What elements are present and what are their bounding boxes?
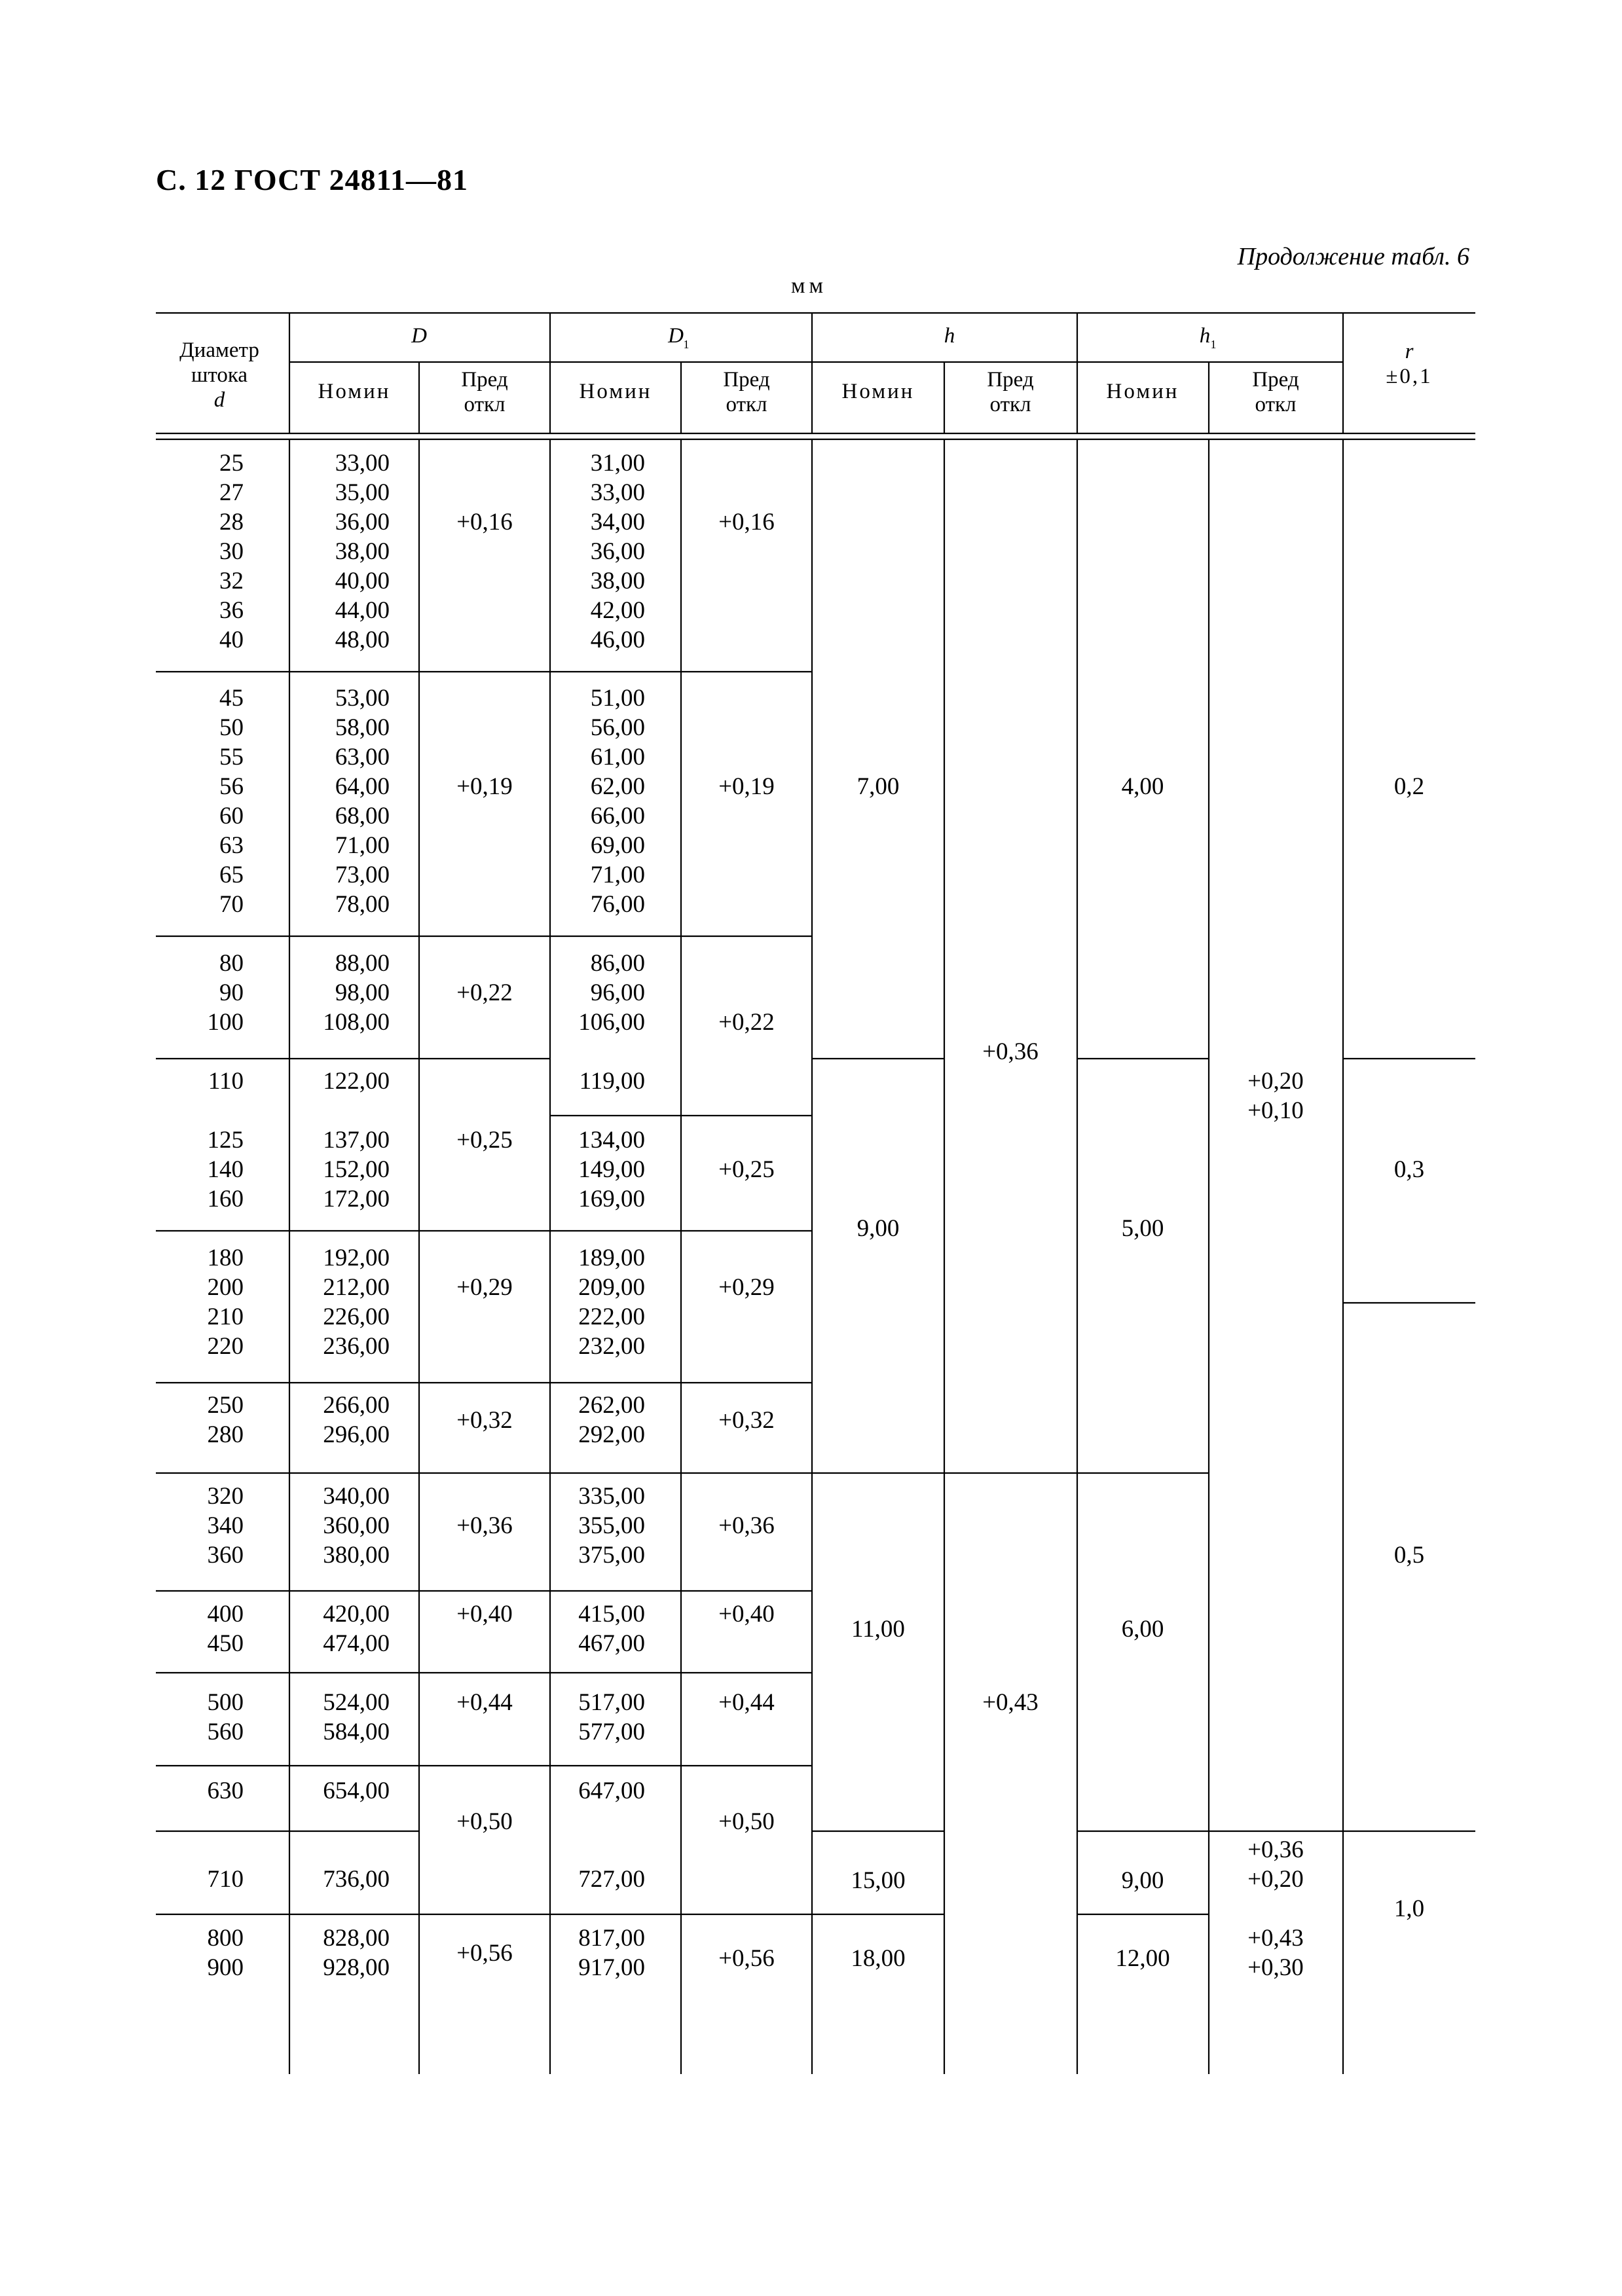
cell-D-nom: 53,00 [335, 685, 390, 712]
cell-D-nom: 172,00 [323, 1186, 390, 1212]
header-D1-sub: 1 [683, 338, 690, 351]
cell-d: 56 [219, 773, 244, 800]
header-D-pred: Пред [461, 368, 508, 392]
cell-d: 80 [219, 950, 244, 977]
cell-h-nom: 18,00 [851, 1945, 906, 1972]
cell-D1-nom: 415,00 [578, 1601, 645, 1628]
cell-D-nom: 654,00 [323, 1777, 390, 1804]
column-h-tol [982, 1038, 1039, 1716]
header-h1: h [1199, 324, 1211, 348]
cell-D1-nom: 262,00 [578, 1392, 645, 1419]
cell-D-nom: 420,00 [323, 1601, 390, 1628]
cell-d: 160 [207, 1186, 244, 1212]
cell-d: 40 [219, 627, 244, 653]
header-D1-otkl: откл [726, 393, 767, 416]
cell-D-tol: +0,25 [456, 1127, 513, 1154]
cell-D1-tol: +0,22 [718, 1009, 775, 1036]
cell-D-tol: +0,16 [456, 509, 513, 536]
cell-D-nom: 64,00 [335, 773, 390, 800]
header-d-line3: d [213, 388, 225, 412]
cell-D-nom: 828,00 [323, 1925, 390, 1952]
cell-D-nom: 122,00 [323, 1068, 390, 1095]
cell-D1-tol: +0,25 [718, 1156, 775, 1183]
cell-d: 70 [219, 891, 244, 918]
cell-D-nom: 58,00 [335, 714, 390, 741]
cell-D-nom: 68,00 [335, 803, 390, 829]
cell-D-tol: +0,50 [456, 1808, 513, 1835]
cell-D-nom: 137,00 [323, 1127, 390, 1154]
column-D-nom [323, 450, 390, 1981]
header-h1-pred: Пред [1252, 368, 1299, 392]
column-D-tol [456, 509, 513, 1967]
cell-d: 65 [219, 862, 244, 888]
cell-D1-nom: 647,00 [578, 1777, 645, 1804]
cell-D1-nom: 335,00 [578, 1483, 645, 1510]
cell-h1-nom: 9,00 [1121, 1867, 1164, 1894]
cell-d: 320 [207, 1483, 244, 1510]
cell-D1-nom: 76,00 [590, 891, 645, 918]
cell-d: 210 [207, 1303, 244, 1330]
cell-h1-nom: 12,00 [1115, 1945, 1170, 1972]
cell-D-nom: 78,00 [335, 891, 390, 918]
cell-d: 200 [207, 1274, 244, 1301]
cell-d: 250 [207, 1392, 244, 1419]
cell-D-nom: 584,00 [323, 1719, 390, 1745]
column-d [208, 450, 244, 1981]
header-r: r [1405, 340, 1414, 363]
cell-d: 90 [219, 979, 244, 1006]
cell-D-nom: 928,00 [323, 1954, 390, 1981]
column-h1-tol [1247, 1068, 1304, 1981]
cell-D-nom: 44,00 [335, 597, 390, 624]
header-h-nom: Номин [841, 380, 915, 403]
cell-d: 900 [207, 1954, 244, 1981]
cell-D1-nom: 917,00 [578, 1954, 645, 1981]
cell-D-nom: 266,00 [323, 1392, 390, 1419]
cell-h1-tol: +0,20 [1247, 1068, 1304, 1095]
header-h: h [944, 324, 955, 348]
cell-D1-nom: 62,00 [590, 773, 645, 800]
cell-D1-nom: 66,00 [590, 803, 645, 829]
cell-D1-nom: 467,00 [578, 1630, 645, 1657]
cell-D-nom: 108,00 [323, 1009, 390, 1036]
cell-D1-nom: 209,00 [578, 1274, 645, 1301]
cell-D1-nom: 61,00 [590, 744, 645, 771]
cell-d: 60 [219, 803, 244, 829]
cell-D1-tol: +0,44 [718, 1689, 775, 1716]
cell-d: 450 [207, 1630, 244, 1657]
cell-D-nom: 524,00 [323, 1689, 390, 1716]
cell-D1-nom: 817,00 [578, 1925, 645, 1952]
cell-D1-tol: +0,16 [718, 509, 775, 536]
cell-D1-nom: 34,00 [590, 509, 645, 536]
cell-D-nom: 98,00 [335, 979, 390, 1006]
cell-h1-nom: 6,00 [1121, 1616, 1164, 1643]
column-D1-tol [718, 509, 775, 1972]
cell-D1-nom: 42,00 [590, 597, 645, 624]
column-D1-nom [578, 450, 645, 1981]
cell-d: 180 [207, 1245, 244, 1271]
cell-D-nom: 33,00 [335, 450, 390, 477]
cell-D1-nom: 86,00 [590, 950, 645, 977]
cell-d: 220 [207, 1333, 244, 1360]
header-h-otkl: откл [989, 393, 1031, 416]
cell-D-nom: 152,00 [323, 1156, 390, 1183]
cell-D1-tol: +0,19 [718, 773, 775, 800]
header-D-nom: Номин [318, 380, 391, 403]
cell-h-nom: 11,00 [851, 1616, 905, 1643]
cell-d: 800 [207, 1925, 244, 1952]
cell-d: 340 [207, 1512, 244, 1539]
cell-D1-nom: 51,00 [590, 685, 645, 712]
cell-r: 0,3 [1393, 1156, 1425, 1183]
cell-h1-tol: +0,10 [1247, 1097, 1304, 1124]
cell-h-tol: +0,36 [982, 1038, 1039, 1065]
column-h-nom [851, 773, 905, 1972]
header-D: D [411, 324, 427, 348]
cell-d: 30 [219, 538, 244, 565]
cell-D-nom: 360,00 [323, 1512, 390, 1539]
cell-r: 0,5 [1393, 1542, 1425, 1569]
cell-D1-nom: 33,00 [590, 479, 645, 506]
header-D1: D [668, 324, 684, 348]
cell-d: 125 [207, 1127, 244, 1154]
cell-d: 25 [219, 450, 244, 477]
cell-D1-nom: 71,00 [590, 862, 645, 888]
header-d-line2: штока [191, 363, 248, 387]
cell-D-nom: 71,00 [335, 832, 390, 859]
cell-D-nom: 212,00 [323, 1274, 390, 1301]
header-D-otkl: откл [464, 393, 506, 416]
cell-D-tol: +0,44 [456, 1689, 513, 1716]
cell-h-tol: +0,43 [982, 1689, 1039, 1716]
header-h-pred: Пред [987, 368, 1034, 392]
cell-D1-nom: 69,00 [590, 832, 645, 859]
cell-D-nom: 36,00 [335, 509, 390, 536]
header-r-tol: ±0,1 [1386, 365, 1433, 388]
header-d-line1: Диаметр [179, 338, 259, 362]
cell-h1-tol: +0,20 [1247, 1866, 1304, 1893]
cell-h-nom: 9,00 [857, 1215, 900, 1242]
cell-d: 55 [219, 744, 244, 771]
cell-d: 400 [207, 1601, 244, 1628]
cell-D-nom: 296,00 [323, 1421, 390, 1448]
cell-d: 27 [219, 479, 244, 506]
cell-D-tol: +0,19 [456, 773, 513, 800]
cell-D1-nom: 375,00 [578, 1542, 645, 1569]
cell-D1-nom: 169,00 [578, 1186, 645, 1212]
cell-D1-nom: 134,00 [578, 1127, 645, 1154]
cell-D1-nom: 149,00 [578, 1156, 645, 1183]
cell-D-tol: +0,32 [456, 1407, 513, 1434]
cell-D-nom: 88,00 [335, 950, 390, 977]
cell-D1-nom: 577,00 [578, 1719, 645, 1745]
cell-D-nom: 380,00 [323, 1542, 390, 1569]
header-h1-sub: 1 [1210, 338, 1217, 351]
cell-D1-nom: 96,00 [590, 979, 645, 1006]
cell-D-nom: 736,00 [323, 1866, 390, 1893]
cell-D-tol: +0,56 [456, 1940, 513, 1967]
cell-h1-tol: +0,43 [1247, 1925, 1304, 1952]
cell-h1-tol: +0,36 [1247, 1836, 1304, 1863]
cell-D1-tol: +0,56 [718, 1945, 775, 1972]
cell-D1-tol: +0,50 [718, 1808, 775, 1835]
cell-D-nom: 35,00 [335, 479, 390, 506]
cell-D1-nom: 56,00 [590, 714, 645, 741]
cell-D1-nom: 106,00 [578, 1009, 645, 1036]
cell-r: 0,2 [1393, 773, 1425, 800]
page-header: С. 12 ГОСТ 24811—81 [156, 163, 469, 196]
cell-h-nom: 7,00 [857, 773, 900, 800]
cell-D1-nom: 222,00 [578, 1303, 645, 1330]
header-D1-nom: Номин [579, 380, 652, 403]
cell-d: 140 [207, 1156, 244, 1183]
cell-D1-tol: +0,29 [718, 1274, 775, 1301]
cell-d: 32 [219, 568, 244, 594]
cell-d: 500 [207, 1689, 244, 1716]
cell-D1-tol: +0,32 [718, 1407, 775, 1434]
cell-D-nom: 192,00 [323, 1245, 390, 1271]
cell-D-nom: 73,00 [335, 862, 390, 888]
cell-d: 36 [219, 597, 244, 624]
cell-h1-tol: +0,30 [1247, 1954, 1304, 1981]
cell-d: 100 [207, 1009, 244, 1036]
column-r [1394, 773, 1424, 1922]
cell-h1-nom: 5,00 [1121, 1215, 1164, 1242]
cell-D-nom: 474,00 [323, 1630, 390, 1657]
cell-D-nom: 226,00 [323, 1303, 390, 1330]
cell-d: 630 [207, 1777, 244, 1804]
cell-D1-nom: 727,00 [578, 1866, 645, 1893]
header-h1-otkl: откл [1255, 393, 1297, 416]
cell-d: 28 [219, 509, 244, 536]
cell-D-nom: 40,00 [335, 568, 390, 594]
header-D1-pred: Пред [723, 368, 770, 392]
cell-d: 710 [207, 1866, 244, 1893]
column-h1-nom [1115, 773, 1170, 1972]
cell-D-nom: 48,00 [335, 627, 390, 653]
cell-h1-nom: 4,00 [1121, 773, 1164, 800]
cell-D-nom: 38,00 [335, 538, 390, 565]
cell-D-nom: 63,00 [335, 744, 390, 771]
table-caption: Продолжение табл. 6 [1237, 243, 1469, 270]
cell-d: 50 [219, 714, 244, 741]
cell-D1-nom: 119,00 [579, 1068, 645, 1095]
cell-D1-nom: 232,00 [578, 1333, 645, 1360]
cell-D1-nom: 355,00 [578, 1512, 645, 1539]
cell-D1-nom: 31,00 [590, 450, 645, 477]
cell-D-tol: +0,40 [456, 1601, 513, 1628]
cell-D1-nom: 292,00 [578, 1421, 645, 1448]
cell-d: 280 [207, 1421, 244, 1448]
cell-d: 360 [207, 1542, 244, 1569]
cell-D1-nom: 189,00 [578, 1245, 645, 1271]
cell-D-tol: +0,29 [456, 1274, 513, 1301]
cell-D1-tol: +0,36 [718, 1512, 775, 1539]
cell-d: 63 [219, 832, 244, 859]
table-header [179, 324, 1433, 416]
units-label: мм [791, 274, 828, 298]
cell-D-nom: 340,00 [323, 1483, 390, 1510]
cell-D1-nom: 36,00 [590, 538, 645, 565]
cell-d: 45 [219, 685, 244, 712]
cell-D-tol: +0,36 [456, 1512, 513, 1539]
cell-D-nom: 236,00 [323, 1333, 390, 1360]
cell-d: 560 [207, 1719, 244, 1745]
cell-d: 110 [208, 1068, 244, 1095]
cell-r: 1,0 [1393, 1895, 1425, 1922]
cell-h-nom: 15,00 [851, 1867, 906, 1894]
cell-D1-nom: 517,00 [578, 1689, 645, 1716]
cell-D1-tol: +0,40 [718, 1601, 775, 1628]
cell-D1-nom: 46,00 [590, 627, 645, 653]
cell-D1-nom: 38,00 [590, 568, 645, 594]
header-h1-nom: Номин [1106, 380, 1179, 403]
cell-D-tol: +0,22 [456, 979, 513, 1006]
